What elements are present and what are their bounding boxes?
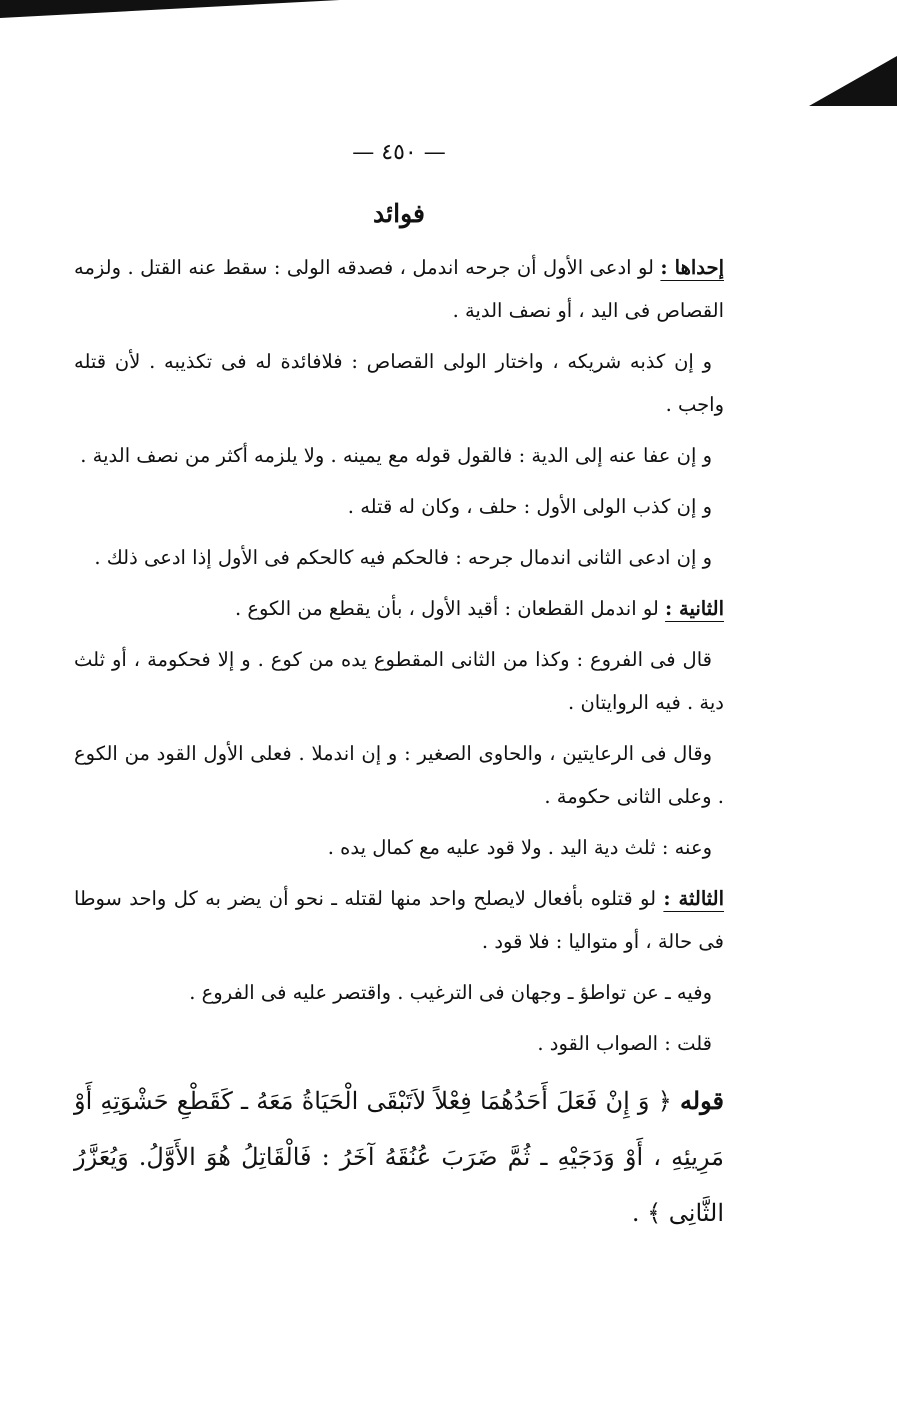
paragraph-text: و إن ادعى الثانى اندمال جرحه : فالحكم فيه كالحكم فى الأول إذا ادعى ذلك . (94, 546, 712, 569)
paragraph-lead: إحداها : (660, 256, 724, 279)
paragraph-text: لو قتلوه بأفعال لايصلح واحد منها لقتله ـ نحو أن يضر به كل واحد سوطا فى حالة ، أو متواليا : فلا قود . (74, 887, 724, 953)
paragraph-text: و إن كذب الولى الأول : حلف ، وكان له قتله . (347, 495, 712, 518)
paragraph (74, 587, 724, 630)
quote-text: ﴿ وَ إِنْ فَعَلَ أَحَدُهُمَا فِعْلاً لاَتَبْقَى الْحَيَاةُ مَعَهُ ـ كَقَطْعِ حَشْوَتِهِ أَوْ مَرِيئِهِ ، أَوْ وَدَجَيْهِ ـ ثُمَّ ضَرَبَ عُنُقَهُ آخَرُ : فَالْقَاتِلُ هُوَ الأَوَّلُ. وَيُعَزَّرُ الثَّانِى ﴾ . (74, 1087, 724, 1227)
paragraph-text: قال فى الفروع : وكذا من الثانى المقطوع يده من كوع . و إلا فحكومة ، أو ثلث دية . فيه الروايتان . (74, 648, 724, 714)
paragraph (74, 246, 724, 332)
paragraph-text: لو ادعى الأول أن جرحه اندمل ، فصدقه الولى : سقط عنه القتل . ولزمه القصاص فى اليد ، أو نصف الدية . (74, 256, 724, 322)
quote-lead: قوله (679, 1086, 724, 1115)
paragraph-lead: الثانية : (665, 597, 724, 620)
paragraph (74, 971, 724, 1014)
scan-shadow-top-right (809, 56, 897, 106)
paragraph (74, 826, 724, 869)
paragraph (74, 732, 724, 818)
quoted-text (74, 1073, 724, 1241)
paragraph (74, 434, 724, 477)
paragraph (74, 877, 724, 963)
paragraph (74, 485, 724, 528)
paragraph-text: وفيه ـ عن تواطؤ ـ وجهان فى الترغيب . واقتصر عليه فى الفروع . (189, 981, 712, 1004)
paragraph-text: لو اندمل القطعان : أقيد الأول ، بأن يقطع من الكوع . (234, 597, 666, 620)
paragraph-text: و إن كذبه شريكه ، واختار الولى القصاص : فلافائدة له فى تكذيبه . لأن قتله واجب . (74, 350, 724, 416)
paragraph-lead: الثالثة : (663, 887, 725, 910)
paragraph (74, 638, 724, 724)
paragraph-text: و إن عفا عنه إلى الدية : فالقول قوله مع يمينه . ولا يلزمه أكثر من نصف الدية . (80, 444, 712, 467)
paragraph (74, 1022, 724, 1065)
section-title: فوائد (373, 199, 425, 228)
paragraph-text: وقال فى الرعايتين ، والحاوى الصغير : و إن اندملا . فعلى الأول القود من الكوع . وعلى الثانى حكومة . (74, 742, 724, 808)
scan-shadow-top-left (0, 0, 340, 18)
page-number: — ٤٥٠ — (352, 140, 446, 165)
paragraph-text: قلت : الصواب القود . (537, 1032, 712, 1055)
paragraph-text: وعنه : ثلث دية اليد . ولا قود عليه مع كمال يده . (327, 836, 712, 859)
book-page (74, 140, 724, 1249)
paragraph (74, 536, 724, 579)
paragraph (74, 340, 724, 426)
